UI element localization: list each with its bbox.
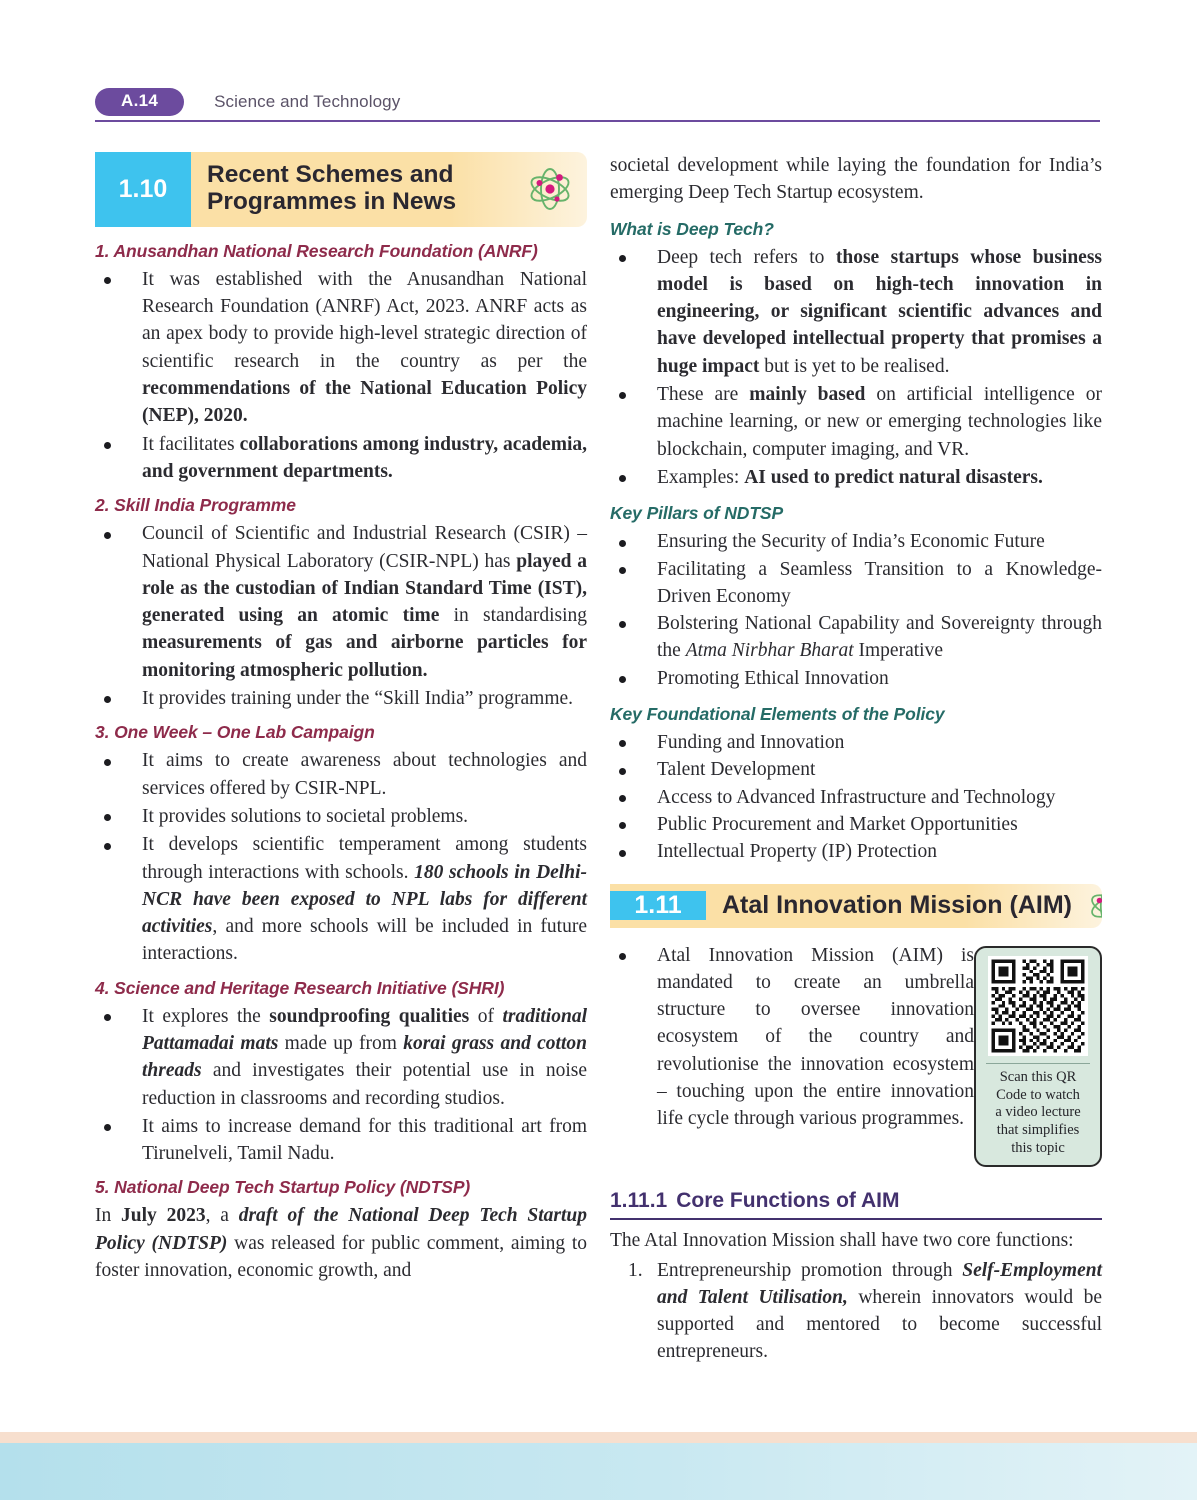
numbered-list-core-functions <box>610 1257 1102 1366</box>
section-number: 1.10 <box>95 152 191 227</box>
bullet-dot-icon <box>104 814 111 821</box>
bullet-dot-icon <box>619 392 626 399</box>
list-item: It provides solutions to societal problems. <box>95 803 587 830</box>
bullet-list-skill-india <box>95 520 587 712</box>
paragraph-ndtsp: In July 2023, a draft of the National Deep Tech Startup Policy (NDTSP) was released for public comment, aiming to foster innovation, economic growth, and <box>95 1205 588 1282</box>
bullet-dot-icon <box>104 532 111 539</box>
bullet-dot-icon <box>619 850 626 857</box>
bullet-dot-icon <box>104 759 111 766</box>
bullet-dot-icon <box>619 676 626 683</box>
list-item: 1. Entrepreneurship promotion through Self-Employment and Talent Utilisation, wherein innovators would be supported and mentored to become successful entrepreneurs. <box>610 1257 1102 1366</box>
bullet-list-deep-tech <box>610 244 1102 492</box>
list-item: Facilitating a Seamless Transition to a Knowledge-Driven Economy <box>610 556 1102 611</box>
section-title-line-1: Recent Schemes and <box>207 161 454 188</box>
bullet-dot-icon <box>104 442 111 449</box>
list-item: It facilitates collaborations among industry, academia, and government departments. <box>95 431 587 486</box>
qr-caption-line-5: this topic <box>1011 1139 1065 1156</box>
bullet-list-one-week-one-lab <box>95 747 587 967</box>
subsection-title: Core Functions of AIM <box>676 1189 900 1213</box>
list-item: It explores the soundproofing qualities of traditional Pattamadai mats made up from korai grass and cotton threads and investigates their potential use in noise reduction in classrooms and recording studios. <box>95 1003 587 1112</box>
list-item <box>610 811 1102 838</box>
list-marker: 1. <box>628 1259 643 1281</box>
atom-icon <box>1082 885 1102 927</box>
list-item-text: Atal Innovation Mission (AIM) is mandated to create an umbrella structure to oversee innovation ecosystem of the country and revolutionise the innovation ecosystem – touching upon the entire innovation life cycle through various programmes. <box>657 944 974 1130</box>
list-item: Bolstering National Capability and Sovereignty through the Atma Nirbhar Bharat Imperative <box>610 610 1102 665</box>
page-number-badge: A.14 <box>95 88 184 116</box>
qr-caption-line-4: that simplifies <box>996 1122 1080 1139</box>
subsection-heading-one-week-one-lab: 3. One Week – One Lab Campaign <box>95 722 375 743</box>
bullet-dot-icon <box>619 822 626 829</box>
list-item-text: Access to Advanced Infrastructure and Technology <box>657 786 1056 808</box>
list-item: Examples: AI used to predict natural disasters. <box>610 464 1102 491</box>
qr-caption-line-3: a video lecture <box>995 1104 1081 1121</box>
list-item <box>610 942 1102 1133</box>
heading-what-is-deep-tech: What is Deep Tech? <box>610 218 774 239</box>
section-banner-1-10 <box>95 152 587 227</box>
subsection-heading-anrf: 1. Anusandhan National Research Foundation (ANRF) <box>95 240 538 261</box>
subsection-heading-skill-india: 2. Skill India Programme <box>95 495 296 516</box>
bullet-dot-icon <box>104 1124 111 1131</box>
list-item: Promoting Ethical Innovation <box>610 665 1102 692</box>
list-item: It aims to create awareness about technologies and services offered by CSIR-NPL. <box>95 747 587 802</box>
running-head <box>95 88 1100 122</box>
list-item <box>610 838 1102 865</box>
list-item: It was established with the Anusandhan National Research Foundation (ANRF) Act, 2023. ANRF acts as an apex body to provide high-level strategic direction of scientific research in the country as per the recommendations of the National Education Policy (NEP), 2020. <box>95 266 587 430</box>
bullet-list-key-pillars <box>610 528 1102 692</box>
heading-key-foundational-elements: Key Foundational Elements of the Policy <box>610 704 945 725</box>
bullet-dot-icon <box>619 740 626 747</box>
section-title <box>191 152 521 227</box>
section-banner-1-11 <box>610 884 1102 928</box>
bullet-dot-icon <box>104 843 111 850</box>
list-item: It aims to increase demand for this traditional art from Tirunelveli, Tamil Nadu. <box>95 1113 587 1168</box>
bullet-list-foundational-elements <box>610 729 1102 865</box>
bullet-dot-icon <box>619 475 626 482</box>
bullet-dot-icon <box>619 768 626 775</box>
list-item-text: Funding and Innovation <box>657 732 845 754</box>
bullet-dot-icon <box>619 567 626 574</box>
right-column <box>610 152 1102 1366</box>
bullet-dot-icon <box>104 696 111 703</box>
running-head-title: Science and Technology <box>214 92 401 111</box>
bullet-list-shri <box>95 1003 587 1168</box>
running-head-rule <box>95 120 1100 122</box>
paragraph-core-functions-intro: The Atal Innovation Mission shall have two core functions: <box>610 1230 1074 1252</box>
list-item-text: Public Procurement and Market Opportunities <box>657 813 1018 835</box>
qr-caption-line-2: Code to watch <box>996 1086 1080 1103</box>
bullet-dot-icon <box>619 540 626 547</box>
bullet-dot-icon <box>619 795 626 802</box>
bullet-dot-icon <box>619 953 626 960</box>
subsection-number: 1.11.1 <box>610 1189 668 1213</box>
footer-peach-stripe <box>0 1432 1197 1443</box>
bullet-dot-icon <box>104 1014 111 1021</box>
list-item: Deep tech refers to those startups whose business model is based on high-tech innovation in engineering, or significant scientific advances and have developed intellectual property that promises a huge impact but is yet to be realised. <box>610 244 1102 380</box>
list-item: Council of Scientific and Industrial Research (CSIR) – National Physical Laboratory (CSIR-NPL) has played a role as the custodian of Indian Standard Time (IST), generated using an atomic time in standardising measurements of gas and airborne particles for monitoring atmospheric pollution. <box>95 520 587 684</box>
list-item-text: Intellectual Property (IP) Protection <box>657 841 937 863</box>
list-item <box>610 729 1102 756</box>
section-number: 1.11 <box>610 891 706 920</box>
left-column <box>95 152 587 1286</box>
bullet-dot-icon <box>619 621 626 628</box>
list-item: It develops scientific temperament among students through interactions with schools. 180 schools in Delhi-NCR have been exposed to NPL labs for different activities, and more schools will be included in future interactions. <box>95 831 587 967</box>
list-item: These are mainly based on artificial intelligence or machine learning, or new or emerging technologies like blockchain, computer imaging, and VR. <box>610 381 1102 463</box>
bullet-dot-icon <box>104 277 111 284</box>
qr-caption-line-1: Scan this QR <box>999 1069 1077 1086</box>
bullet-list-aim <box>610 942 1102 1133</box>
subsection-heading-shri: 4. Science and Heritage Research Initiative (SHRI) <box>95 977 505 998</box>
section-title: Atal Innovation Mission (AIM) <box>722 890 1072 919</box>
subsection-heading-ndtsp: 5. National Deep Tech Startup Policy (NDTSP) <box>95 1177 471 1198</box>
bullet-dot-icon <box>619 255 626 262</box>
subsection-heading-core-functions <box>610 1189 1102 1218</box>
list-item: It provides training under the “Skill India” programme. <box>95 685 587 712</box>
list-item <box>610 784 1102 811</box>
list-item: Ensuring the Security of India’s Economic Future <box>610 528 1102 555</box>
atom-icon <box>521 152 587 227</box>
subsection-rule <box>610 1218 1102 1220</box>
footer-blue-band <box>0 1443 1197 1500</box>
section-title-line-2: Programmes in News <box>207 188 457 216</box>
list-item-text: Talent Development <box>657 759 816 781</box>
list-item <box>610 756 1102 783</box>
heading-key-pillars: Key Pillars of NDTSP <box>610 503 784 524</box>
paragraph-continuation: societal development while laying the foundation for India’s emerging Deep Tech Startup ecosystem. <box>610 155 1102 204</box>
bullet-list-anrf <box>95 266 587 485</box>
